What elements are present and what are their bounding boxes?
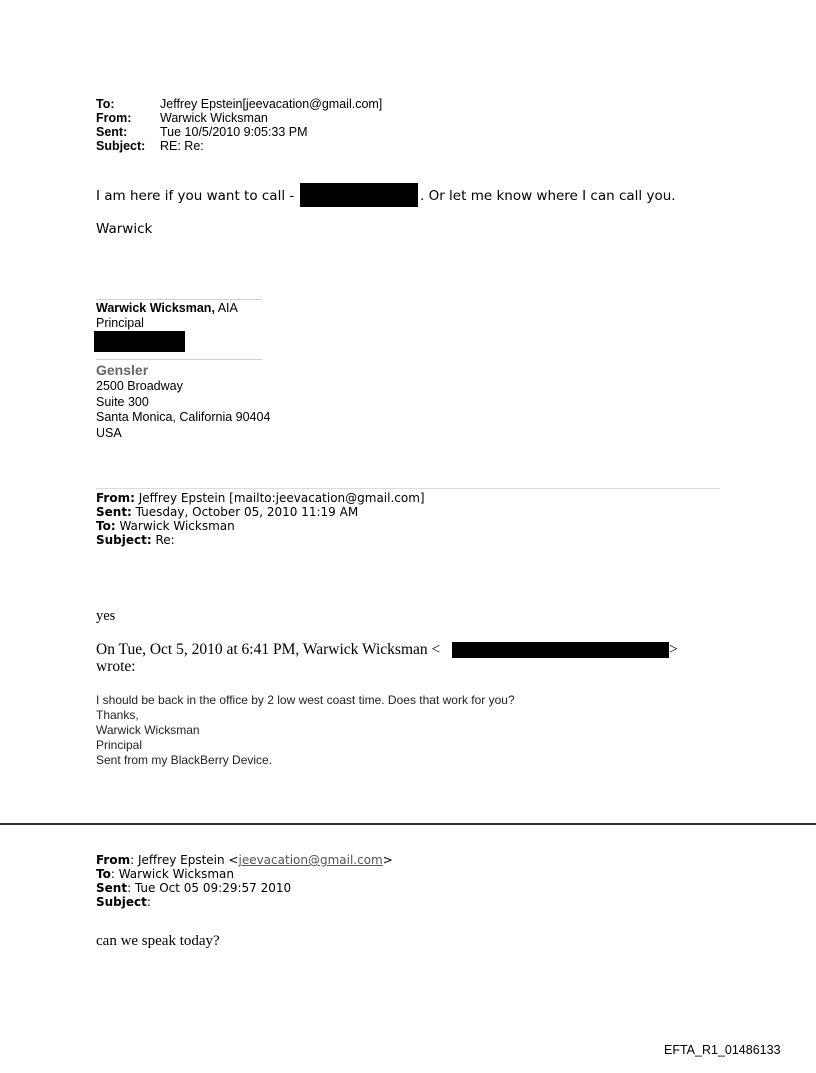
forward-2-subject-row [96,895,393,909]
forward-1-body: yes [96,608,116,624]
forward-1-from-label: From: [96,491,135,505]
quoted-line-1: I should be back in the office by 2 low west coast time. Does that work for you? [96,693,515,707]
address-line-4: USA [96,425,122,440]
header-subject-label: Subject: [96,139,146,153]
header-sent-value: Tue 10/5/2010 9:05:33 PM [160,125,308,139]
forward-2-subject-label: Subject [96,895,147,909]
forward-2-sent-value: : Tue Oct 05 09:29:57 2010 [127,881,292,895]
address-line-2: Suite 300 [96,394,149,409]
header-subject-value: RE: Re: [160,139,204,153]
quoted-line-5: Sent from my BlackBerry Device. [96,753,273,767]
forward-1-subject-row [96,533,425,547]
header-to-label: To: [96,97,115,111]
forward-1-to-label: To: [96,519,116,533]
signature-title: Principal [96,316,144,330]
header-from-label: From: [96,111,132,125]
forward-2-from-row [96,853,393,867]
redaction-email [452,642,669,658]
forward-1-sent-row [96,505,425,519]
quoted-line-4: Principal [96,738,143,752]
forward-1-rule [96,488,720,489]
forward-1-wrote-prefix: On Tue, Oct 5, 2010 at 6:41 PM, Warwick Wicksman < [96,641,441,658]
signature-address [96,379,270,441]
forward-2-email-link[interactable]: jeevacation@gmail.com [238,853,383,867]
section-divider [0,823,816,825]
forward-2-from-end: > [382,853,393,867]
header-sent-row [96,125,382,139]
header-from-row [96,111,382,125]
signature-rule-top [96,299,262,300]
forward-2-sent-label: Sent [96,881,128,895]
forward-1-sent-label: Sent: [96,505,132,519]
body-line-1-end: . Or let me know where I can call you. [420,188,676,204]
signature-company: Gensler [96,362,149,378]
forward-1-header [96,491,425,547]
forward-1-wrote-line2: wrote: [96,658,136,675]
signature-credential: AIA [214,301,238,315]
address-line-1: 2500 Broadway [96,379,183,393]
quoted-line-3: Warwick Wicksman [96,723,200,737]
header-to-value: Jeffrey Epstein[jeevacation@gmail.com] [160,97,383,111]
quoted-message [96,693,515,768]
forward-2-from-sep: : Jeffrey Epstein < [130,853,239,867]
forward-2-subject-value: : [146,895,151,909]
forward-1-sent-value: Tuesday, October 05, 2010 11:19 AM [131,505,359,519]
forward-2-sent-row [96,881,393,895]
signature-name-line [96,301,238,317]
header-sent-label: Sent: [96,125,128,139]
forward-2-to-value: : Warwick Wicksman [110,867,234,881]
forward-1-to-row [96,519,425,533]
forward-1-from-value: Jeffrey Epstein [mailto:jeevacation@gmail.com] [134,491,425,505]
header-subject-row [96,139,382,153]
forward-2-to-label: To [96,867,111,881]
forward-1-from-row [96,491,425,505]
body-line-1-start: I am here if you want to call - [96,188,295,204]
address-line-3: Santa Monica, California 90404 [96,410,271,424]
redaction-signature [94,331,185,352]
forward-1-subject-label: Subject: [96,533,152,547]
forward-1-subject-value: Re: [151,533,175,547]
body-signoff: Warwick [96,221,153,237]
forward-2-from-label: From [96,853,131,867]
document-id: EFTA_R1_01486133 [664,1043,781,1057]
forward-1-wrote-suffix: > [669,641,678,658]
quoted-line-2: Thanks, [96,708,139,722]
forward-2-to-row [96,867,393,881]
signature-rule-bottom [96,359,262,360]
header-from-value: Warwick Wicksman [160,111,268,125]
signature-name: Warwick Wicksman, [96,301,215,315]
forward-2-header [96,853,393,909]
email-header [96,97,382,153]
header-to-row [96,97,382,111]
forward-1-to-value: Warwick Wicksman [115,519,235,533]
redaction-phone [300,183,418,207]
forward-2-body: can we speak today? [96,933,220,949]
